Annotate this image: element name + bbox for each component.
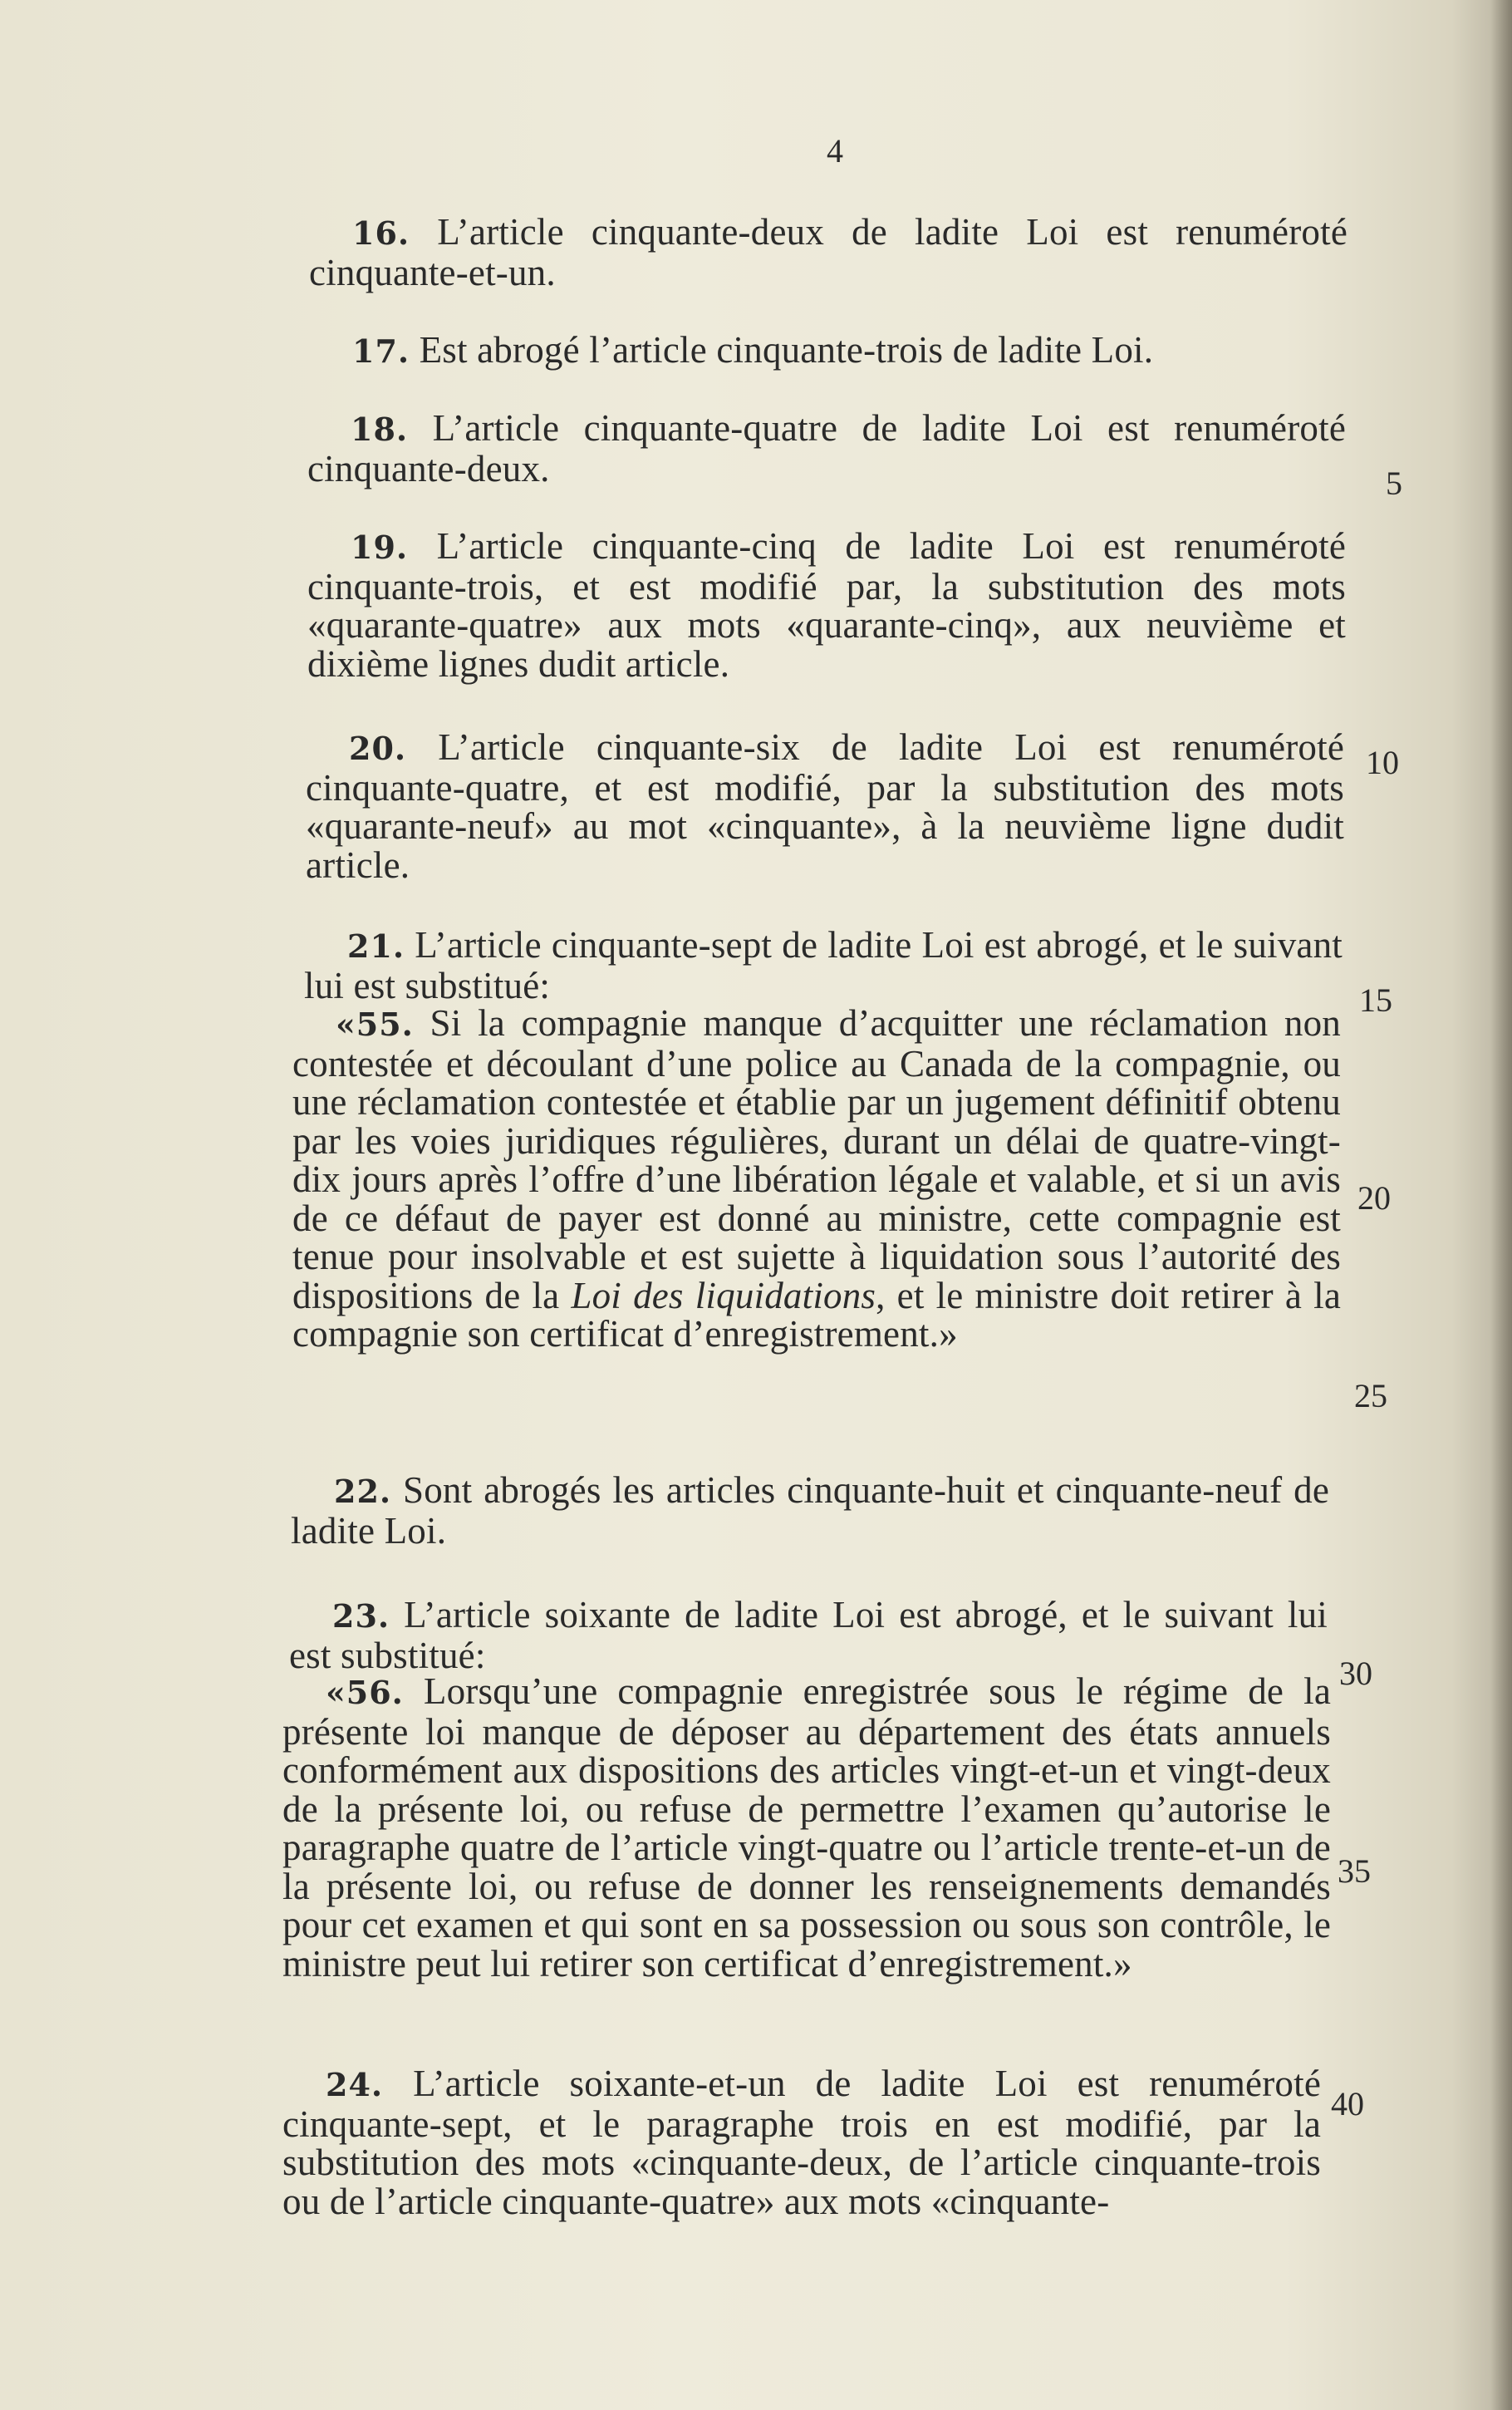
- section-18: [307, 409, 1346, 488]
- line-number-40: 40: [1331, 2085, 1364, 2122]
- line-number-20: 20: [1357, 1179, 1391, 1217]
- section-17: [309, 331, 1348, 371]
- section-56-quote: [282, 1672, 1331, 1983]
- section-number: 19.: [351, 529, 409, 566]
- section-text: Est abrogé l’article cinquante-trois de ladite Loi.: [419, 329, 1154, 371]
- section-22: [291, 1471, 1329, 1550]
- section-number: «56.: [326, 1674, 404, 1711]
- section-number: 23.: [332, 1597, 390, 1635]
- line-number-30: 30: [1339, 1655, 1372, 1692]
- page-edge-shadow: [1490, 0, 1512, 2410]
- section-number: 18.: [351, 411, 409, 448]
- section-text: L’article cinquante-quatre de ladite Loi est renuméroté cinquante-deux.: [307, 407, 1346, 489]
- section-text: L’article cinquante-six de ladite Loi est renuméroté cinquante-quatre, et est modifié, par la substitution des mots «quarante-neuf» au mot «cinquante», à la neuvième ligne dudit article.: [306, 726, 1344, 886]
- section-number: «55.: [336, 1006, 414, 1043]
- section-text: Lorsqu’une compagnie enregistrée sous le régime de la présente loi manque de déposer au département des états annuels conformément aux dispositions des articles vingt-et-un et vingt-deux de la présente loi, ou refuse de permettre l’examen qu’autorise le paragraphe quatre de l’article vingt-quatre ou l’article trente-et-un de la présente loi, ou refuse de donner les renseignements demandés pour cet examen et qui sont en sa possession ou sous son contrôle, le ministre peut lui retirer son certificat d’enregistrement.»: [282, 1670, 1332, 1985]
- section-20: [306, 728, 1344, 884]
- section-text: L’article cinquante-deux de ladite Loi est renuméroté cinquante-et-un.: [309, 211, 1348, 293]
- section-number: 20.: [349, 730, 407, 767]
- section-text: L’article cinquante-sept de ladite Loi est abrogé, et le suivant lui est substitué:: [304, 924, 1343, 1006]
- section-24: [282, 2064, 1321, 2221]
- section-number: 21.: [347, 927, 405, 965]
- section-23: [289, 1596, 1328, 1675]
- line-number-25: 25: [1354, 1377, 1387, 1414]
- section-text: L’article soixante-et-un de ladite Loi est renuméroté cinquante-sept, et le paragraphe trois en est modifié, par la substitution des mots «cinquante-deux, de l’article cinquante-trois ou de l’article cinquante-quatre» aux mots «cinquante-: [282, 2063, 1321, 2222]
- section-55-quote: [292, 1004, 1341, 1354]
- page-number: 4: [827, 132, 843, 170]
- line-number-10: 10: [1366, 744, 1399, 781]
- line-number-5: 5: [1386, 465, 1402, 502]
- section-number: 24.: [326, 2066, 384, 2103]
- section-number: 17.: [352, 332, 410, 370]
- section-text: L’article soixante de ladite Loi est abrogé, et le suivant lui est substitué:: [289, 1594, 1328, 1676]
- line-number-35: 35: [1338, 1852, 1371, 1890]
- section-16: [309, 213, 1348, 292]
- line-number-15: 15: [1359, 981, 1392, 1019]
- act-title-italic: Loi des liquidations: [571, 1274, 876, 1316]
- section-text: L’article cinquante-cinq de ladite Loi est renuméroté cinquante-trois, et est modifié par, la substitution des mots «quarante-quatre» aux mots «quarante-cinq», aux neuvième et dixième lignes dudit article.: [307, 525, 1347, 685]
- section-21: [304, 926, 1343, 1005]
- section-text: Si la compagnie manque d’acquitter une réclamation non contestée et découlant d’une police au Canada de la compagnie, ou une réclamation contestée et établie par un jugement définitif obtenu par les voies juridiques régulières, durant un délai de quatre-vingt-dix jours après l’offre d’une libération légale et valable, et si un avis de ce défaut de payer est donné au ministre, cette compagnie est tenue pour insolvable et est sujette à liquidation sous l’autorité des dispositions de la: [292, 1002, 1342, 1316]
- section-number: 22.: [334, 1473, 392, 1510]
- section-text: Sont abrogés les articles cinquante-huit et cinquante-neuf de ladite Loi.: [291, 1469, 1329, 1552]
- section-text-end: , et le ministre doit retirer à la compagnie son certificat d’enregistrement.»: [292, 1274, 1341, 1355]
- section-19: [307, 527, 1346, 683]
- section-number: 16.: [352, 214, 410, 252]
